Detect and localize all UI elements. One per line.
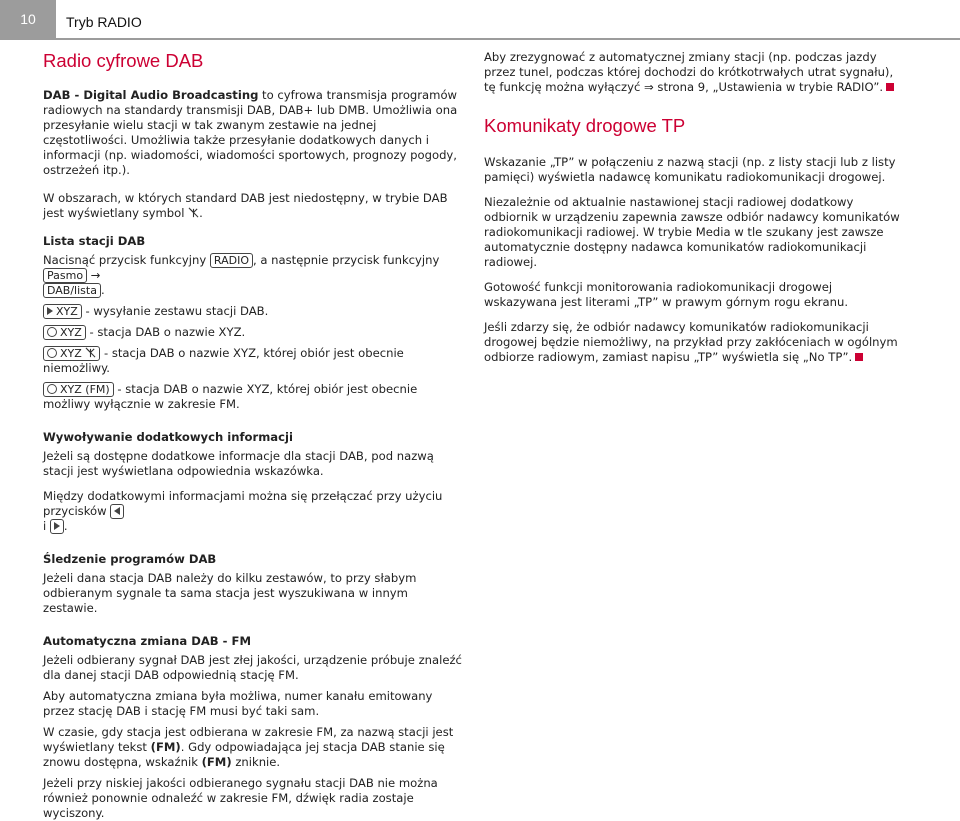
- arrow-left-icon: [114, 507, 120, 515]
- dab-symbol-text: W obszarach, w których standard DAB jest niedostępny, w trybie DAB jest wyświetlany symbol: [43, 191, 448, 220]
- station-no-signal-desc: - stacja DAB o nazwie XYZ, której obiór jest obecnie niemożliwy.: [43, 346, 404, 375]
- p3-c: . Gdy odpowiadająca jej stacja DAB stanie się znowu dostępna, wskaźnik: [43, 740, 445, 769]
- circle-icon: [47, 348, 57, 358]
- auto-switch-p1: Jeżeli odbierany sygnał DAB jest złej jakości, urządzenie próbuje znaleźć dla danej stacji DAB odpowiednią stację FM.: [43, 653, 462, 682]
- reference-arrow: ⇒: [644, 80, 654, 94]
- tp-p1: Wskazanie „TP” w połączeniu z nazwą stacji (np. z listy stacji lub z listy pamięci) wyświetla nadawcę komunikatu radiokomunikacji drogowej.: [484, 155, 896, 184]
- section-end-marker: [886, 83, 894, 91]
- section-end-marker: [855, 353, 863, 361]
- station-desc: - stacja DAB o nazwie XYZ.: [85, 325, 246, 339]
- tp-p4: [484, 320, 904, 365]
- extra-info-p2: [43, 489, 463, 534]
- station-fm-desc: - stacja DAB o nazwie XYZ, której obiór jest obecnie możliwy wyłącznie w zakresie FM.: [43, 382, 418, 411]
- station-list-heading: Lista stacji DAB: [43, 234, 146, 248]
- antenna-crossed-icon: [188, 207, 199, 218]
- dab-intro: [43, 88, 463, 178]
- instr-b: , a następnie przycisk funkcyjny: [253, 253, 440, 267]
- circle-icon: [47, 384, 57, 394]
- antenna-crossed-icon: [85, 347, 96, 358]
- station-key: [43, 325, 86, 340]
- dab-intro-text: to cyfrowa transmisja programów radiowych na standardy transmisji DAB, DAB+ lub DMB. Umożliwia ona przesyłanie wielu stacji w tak zwanym zestawie na jednej częstotliwości. Umożliwia także przesyłanie dodatkowych danych i informacji (np. wiadomości, wiadomości sportowych, prognozy pogody, ostrzeżeń itp.).: [43, 88, 458, 177]
- fm-indicator-2: (FM): [201, 755, 232, 769]
- note-b: strona 9, „Ustawienia w trybie RADIO”.: [653, 80, 884, 94]
- ensemble-key-label: XYZ: [56, 305, 78, 318]
- auto-switch-disable-note: [484, 50, 904, 95]
- auto-switch-p3: [43, 725, 463, 770]
- prev-key: [110, 504, 124, 519]
- ensemble-desc: - wysyłanie zestawu stacji DAB.: [81, 304, 269, 318]
- left-column: [43, 50, 463, 821]
- tp-p3: Gotowość funkcji monitorowania radiokomunikacji drogowej wskazywana jest literami „TP” w prawym górnym rogu ekranu.: [484, 280, 849, 309]
- pasmo-key: Pasmo: [43, 268, 87, 283]
- tp-p2: Niezależnie od aktualnie nastawionej stacji radiowej dodatkowy odbiornik w urządzeniu zapewnia zawsze odbiór nadawcy komunikatów radiokomunikacji radiowej. W trybie Media w tle szukany jest zawsze automatycznie dostępny nadawca komunikatów radiokomunikacji radiowej.: [484, 195, 900, 269]
- section-title: Tryb RADIO: [66, 14, 142, 30]
- list-item-station-no-signal: [43, 346, 463, 376]
- play-icon: [47, 307, 53, 315]
- ensemble-key: [43, 304, 82, 319]
- tp-heading: Komunikaty drogowe TP: [484, 115, 686, 136]
- instr-a: Nacisnąć przycisk funkcyjny: [43, 253, 207, 267]
- header-rule: [0, 38, 960, 40]
- fm-indicator: (FM): [150, 740, 181, 754]
- auto-switch-heading: Automatyczna zmiana DAB - FM: [43, 634, 251, 648]
- right-column: [484, 50, 904, 365]
- extra-info-heading: Wywoływanie dodatkowych informacji: [43, 430, 293, 444]
- extra-info-p1: Jeżeli są dostępne dodatkowe informacje dla stacji DAB, pod nazwą stacji jest wyświetlana odpowiednia wskazówka.: [43, 449, 434, 478]
- auto-switch-p2: Aby automatyczna zmiana była możliwa, numer kanału emitowany przez stację DAB i stację FM musi być taki sam.: [43, 689, 433, 718]
- p3-d: zniknie.: [231, 755, 281, 769]
- dab-heading: Radio cyfrowe DAB: [43, 50, 204, 71]
- station-fm-key: [43, 382, 114, 397]
- station-list-instruction: [43, 253, 463, 298]
- extra-info-p2-a: Między dodatkowymi informacjami można się przełączać przy użyciu przycisków: [43, 489, 443, 518]
- tracking-p1: Jeżeli dana stacja DAB należy do kilku zestawów, to przy słabym odbieranym sygnale ta sama stacja jest wyszukiwana w innym zestawie.: [43, 571, 417, 615]
- tp-p4-text: Jeśli zdarzy się, że odbiór nadawcy komunikatów radiokomunikacji drogowej będzie niemożliwy, na przykład przy zakłóceniach w ogólnym odbiorze radiowym, zamiast napisu „TP” wyświetla się „No TP”.: [484, 320, 898, 364]
- list-item-ensemble: [43, 304, 463, 319]
- station-key-label: XYZ: [60, 326, 82, 339]
- station-no-signal-key-label: XYZ: [60, 347, 82, 360]
- dab-intro-term: DAB - Digital Audio Broadcasting: [43, 88, 259, 102]
- after-key: .: [100, 283, 105, 297]
- arrow-right-icon: [54, 522, 60, 530]
- radio-key: RADIO: [210, 253, 253, 268]
- extra-info-p2-c: .: [63, 519, 68, 533]
- dab-list-key: DAB/lista: [43, 283, 101, 298]
- list-item-station: [43, 325, 463, 340]
- dab-symbol-note: [43, 191, 463, 221]
- auto-switch-p4: Jeżeli przy niskiej jakości odbieranego sygnału stacji DAB nie można również ponownie odnaleźć w zakresie FM, dźwięk radia zostaje wyciszony.: [43, 776, 438, 820]
- extra-info-p2-b: i: [43, 519, 47, 533]
- tracking-heading: Śledzenie programów DAB: [43, 552, 217, 566]
- list-item-station-fm: [43, 382, 463, 412]
- page-number: 10: [20, 11, 36, 27]
- note-a: Aby zrezygnować z automatycznej zmiany stacji (np. podczas jazdy przez tunel, podczas której dochodzi do krótkotrwałych utrat sygnału), tę funkcję można wyłączyć: [484, 50, 894, 94]
- next-key: [50, 519, 64, 534]
- p3-a: W czasie, gdy stacja jest odbierana w zakresie FM, za nazwą stacji jest wyświetlany tekst: [43, 725, 454, 754]
- arrow-glyph: →: [90, 268, 101, 282]
- station-fm-key-label: XYZ (FM): [60, 383, 110, 396]
- station-no-signal-key: [43, 346, 100, 361]
- circle-icon: [47, 327, 57, 337]
- period: .: [199, 206, 203, 220]
